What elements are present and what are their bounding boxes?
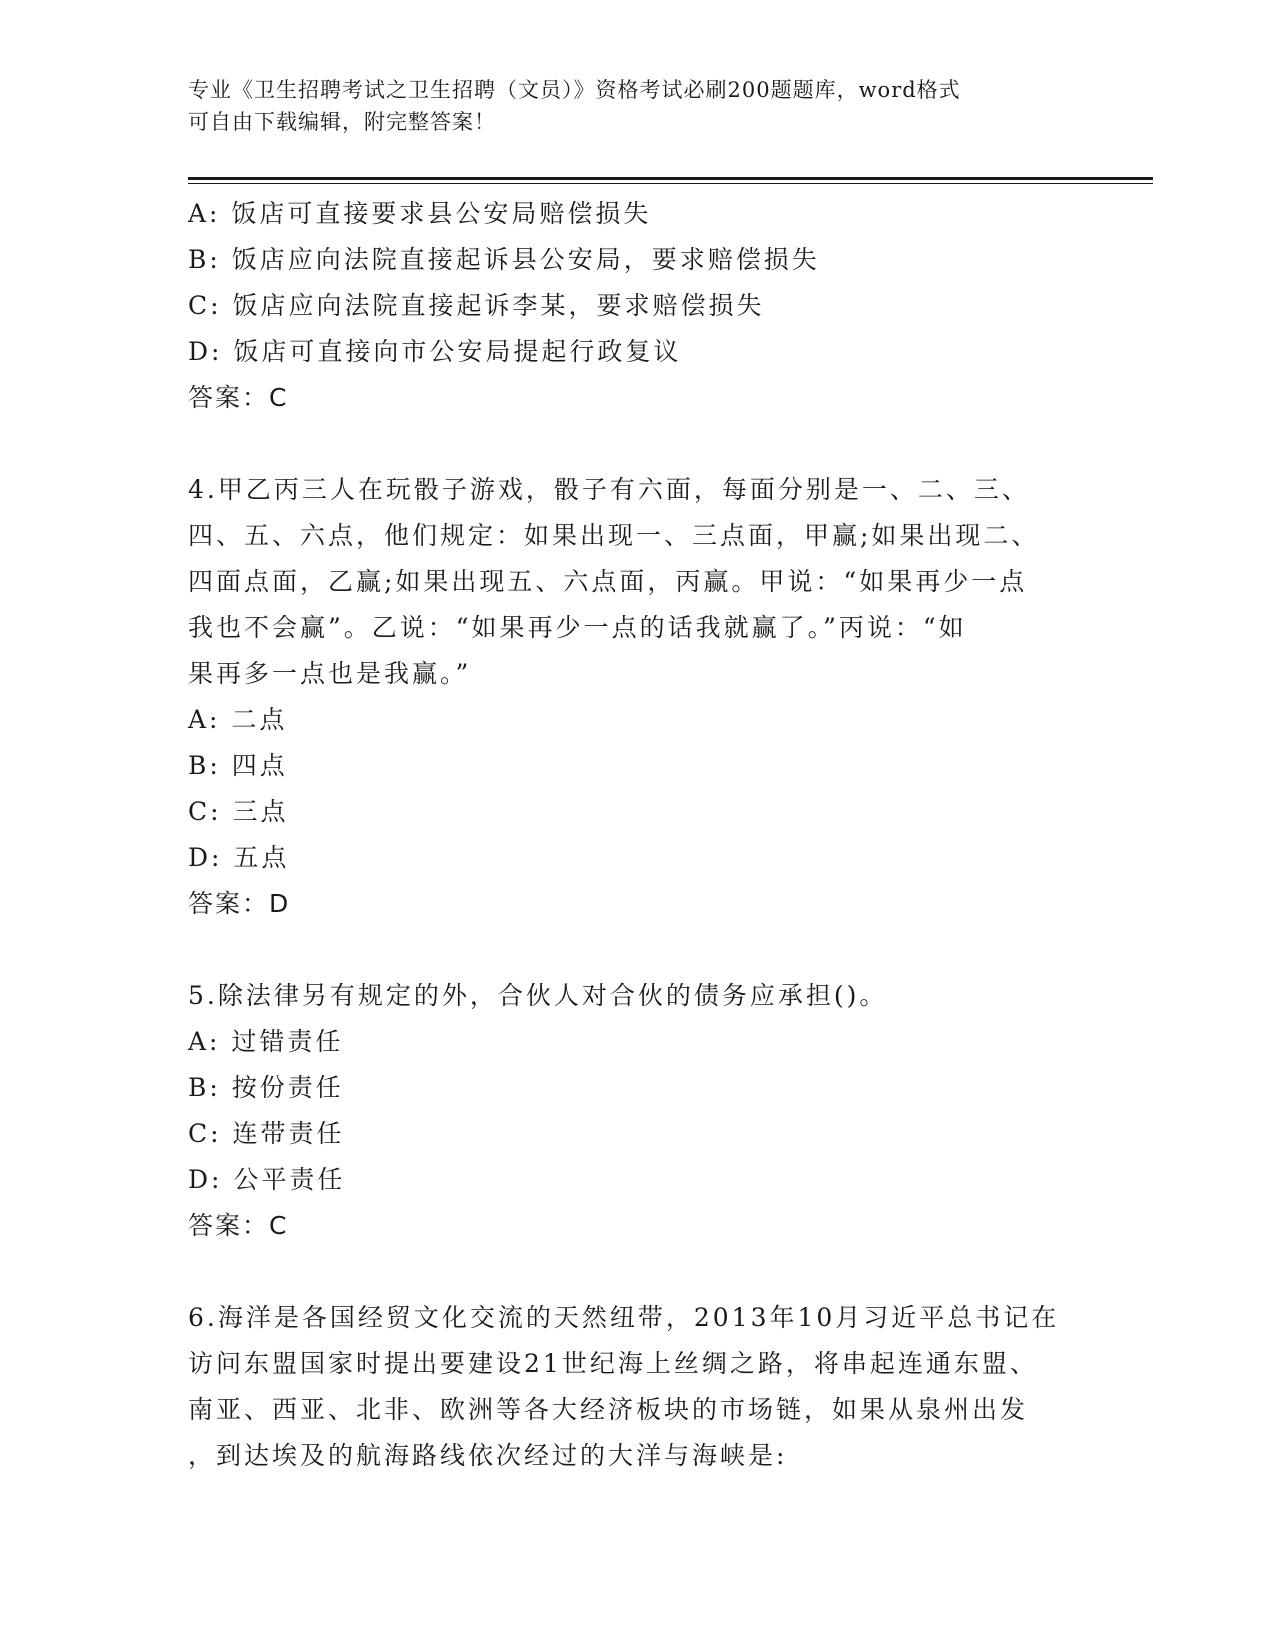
- option-a: A: 饭店可直接要求县公安局赔偿损失: [188, 199, 652, 228]
- question-stem-line: 6.海洋是各国经贸文化交流的天然纽带，2013年10月习近平总书记在: [188, 1303, 1060, 1332]
- header-divider-thin: [188, 183, 1153, 184]
- option-a: A: 过错责任: [188, 1027, 344, 1056]
- question-stem-line: 4.甲乙丙三人在玩骰子游戏，骰子有六面，每面分别是一、二、三、: [188, 475, 1030, 504]
- question-5: [188, 973, 1088, 1249]
- question-6: [188, 1295, 1088, 1479]
- question-3-continued: [188, 191, 1088, 421]
- question-stem-line: 访问东盟国家时提出要建设21世纪海上丝绸之路，将串起连通东盟、: [188, 1349, 1038, 1378]
- option-d: D: 饭店可直接向市公安局提起行政复议: [188, 337, 682, 366]
- option-a: A: 二点: [188, 705, 288, 734]
- option-c: C: 饭店应向法院直接起诉李某，要求赔偿损失: [188, 291, 765, 320]
- header-divider-thick: [188, 177, 1153, 180]
- document-body: [188, 191, 1088, 1479]
- question-stem-line: 南亚、西亚、北非、欧洲等各大经济板块的市场链，如果从泉州出发: [188, 1395, 1029, 1424]
- answer-line: 答案：C: [188, 383, 289, 412]
- header-title-line-1: 专业《卫生招聘考试之卫生招聘（文员）》资格考试必刷200题题库，word格式: [188, 78, 961, 102]
- question-stem-line: 5.除法律另有规定的外，合伙人对合伙的债务应承担()。: [188, 981, 888, 1010]
- question-stem-line: 四、五、六点，他们规定：如果出现一、三点面，甲赢;如果出现二、: [188, 521, 1040, 550]
- question-stem-line: 我也不会赢”。乙说：“如果再少一点的话我就赢了。”丙说：“如: [188, 613, 967, 642]
- option-d: D: 五点: [188, 843, 290, 872]
- document-header: [188, 74, 1088, 138]
- option-c: C: 连带责任: [188, 1119, 345, 1148]
- option-d: D: 公平责任: [188, 1165, 346, 1194]
- option-c: C: 三点: [188, 797, 289, 826]
- header-title-line-2: 可自由下载编辑，附完整答案！: [188, 110, 496, 134]
- question-stem-line: 果再多一点也是我赢。”: [188, 659, 472, 688]
- question-stem-line: 四面点面，乙赢;如果出现五、六点面，丙赢。甲说：“如果再少一点: [188, 567, 1028, 596]
- option-b: B: 四点: [188, 751, 288, 780]
- answer-line: 答案：D: [188, 889, 291, 918]
- answer-line: 答案：C: [188, 1211, 289, 1240]
- option-b: B: 按份责任: [188, 1073, 344, 1102]
- question-stem-line: ，到达埃及的航海路线依次经过的大洋与海峡是:: [188, 1441, 788, 1470]
- question-4: [188, 467, 1088, 927]
- option-b: B: 饭店应向法院直接起诉县公安局，要求赔偿损失: [188, 245, 820, 274]
